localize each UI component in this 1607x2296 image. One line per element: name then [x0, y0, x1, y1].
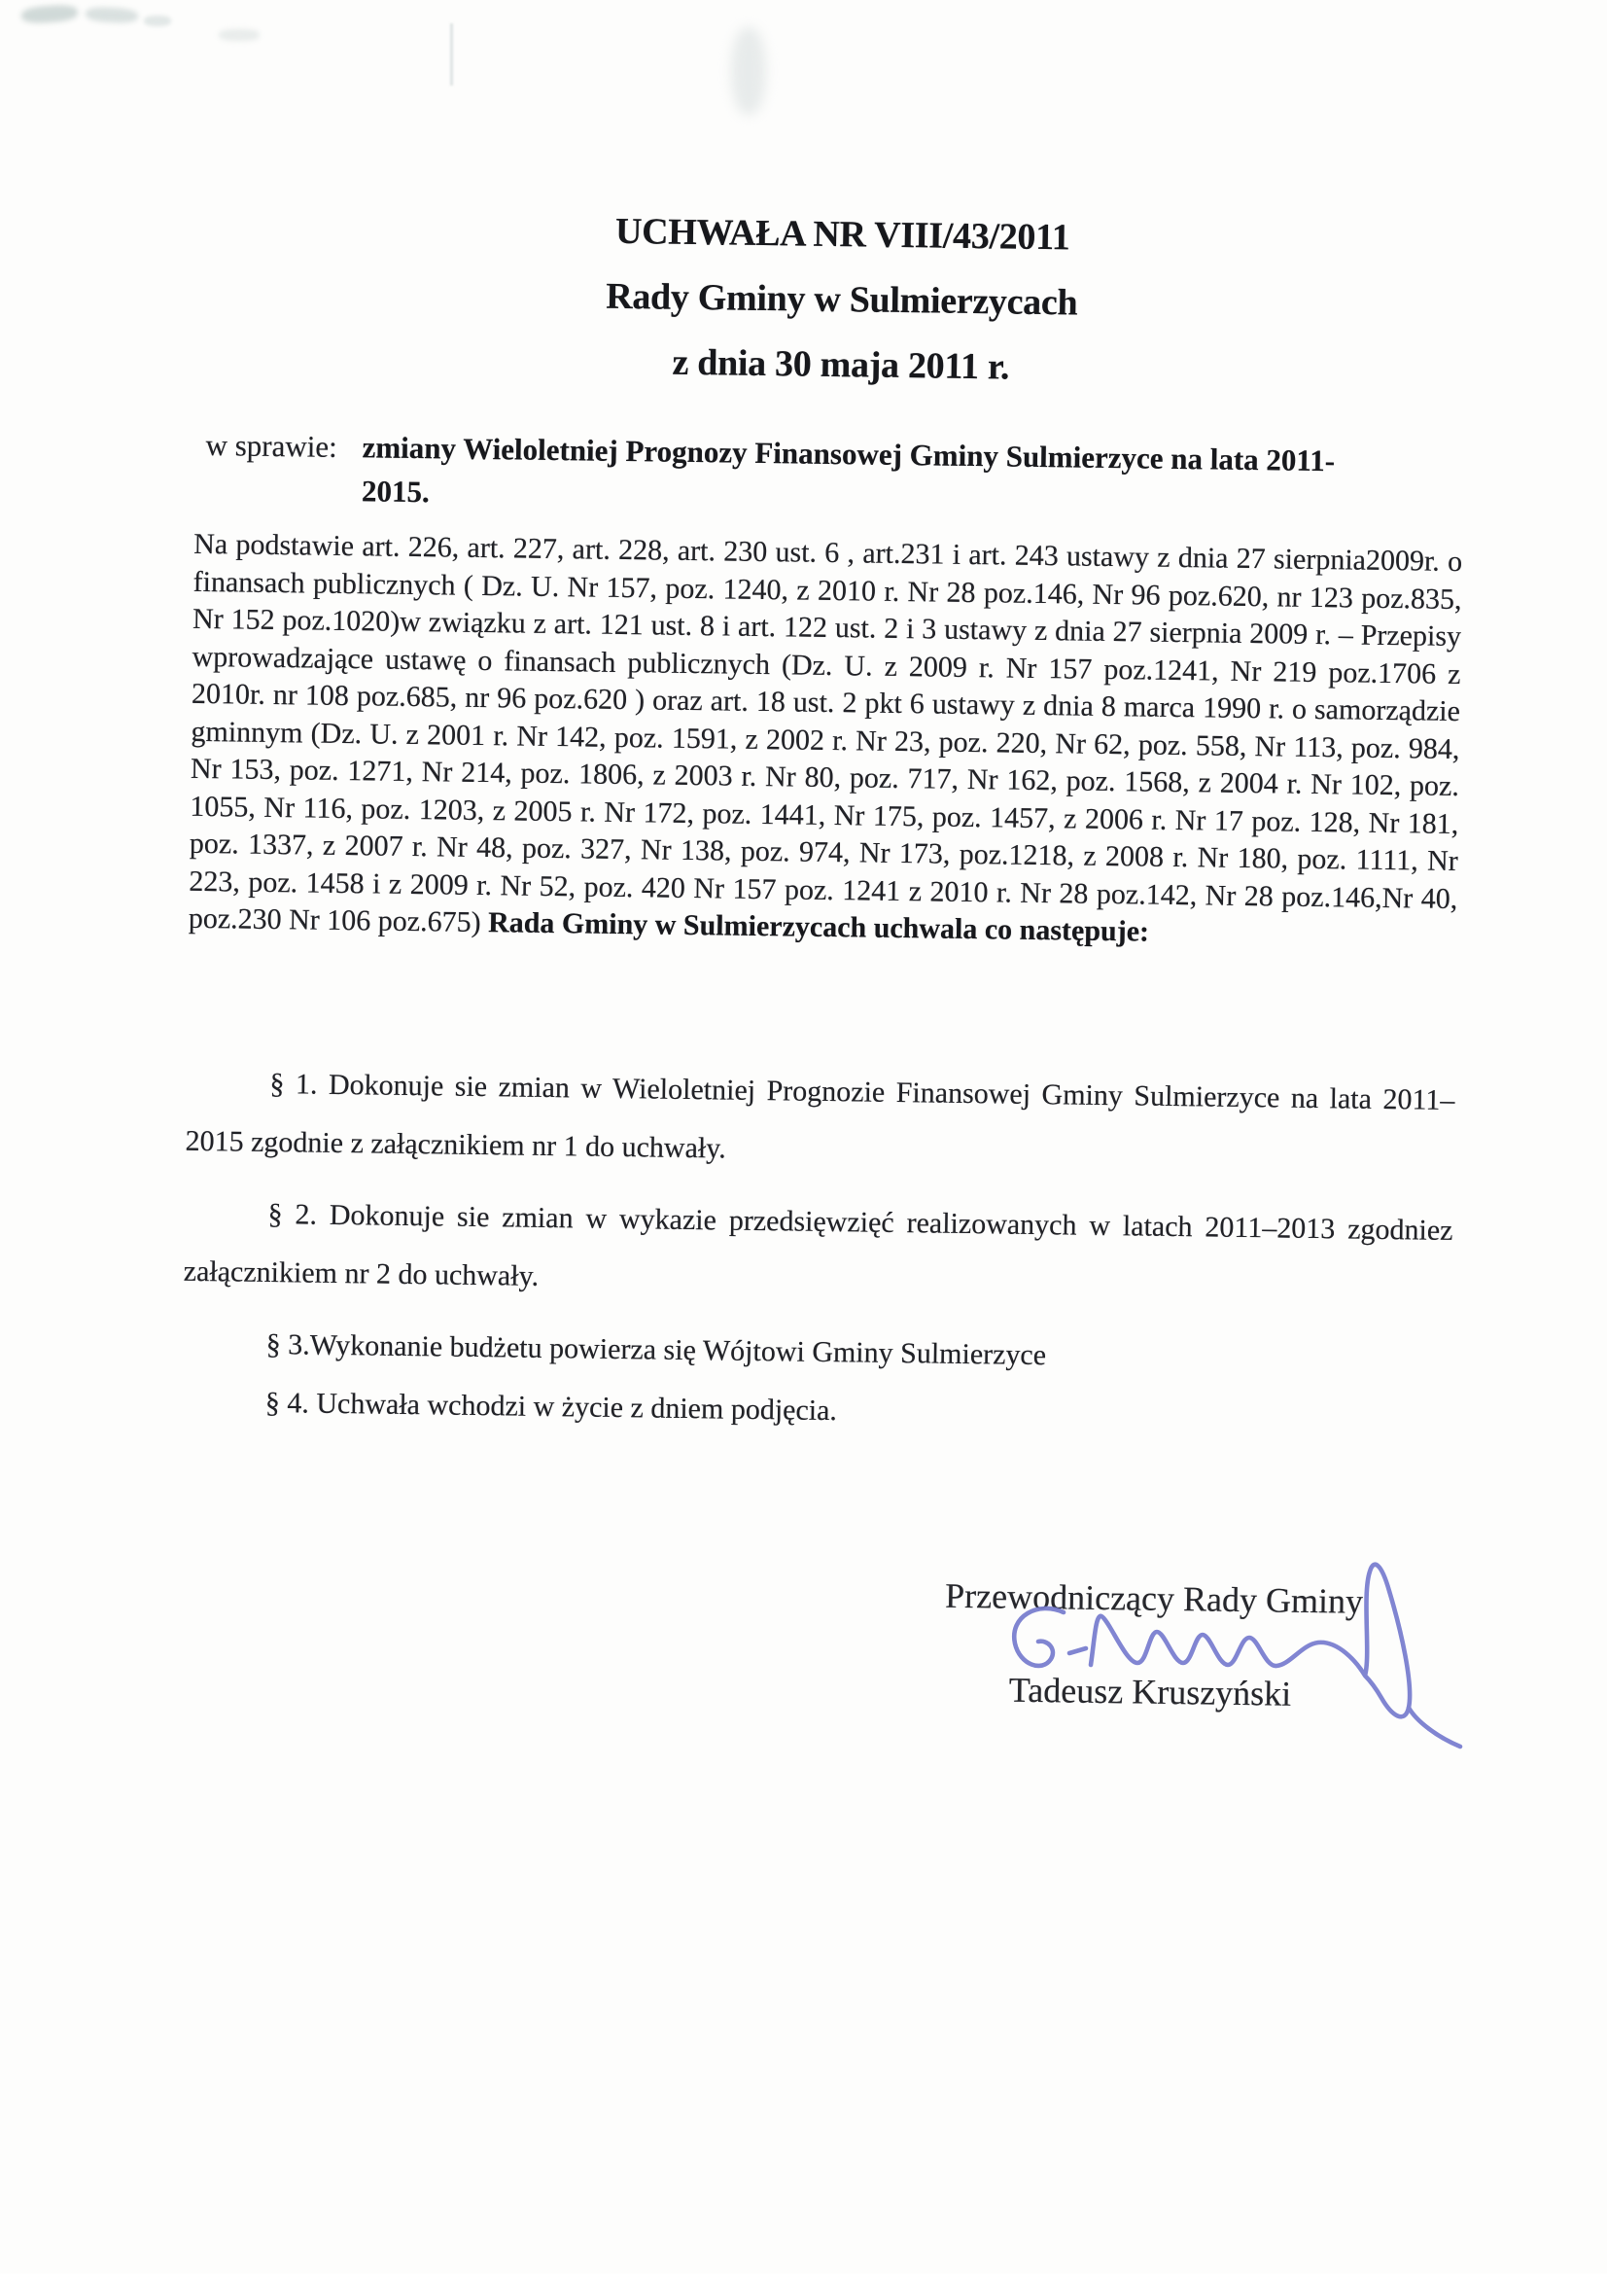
signature-role: Przewodniczący Rady Gminy [944, 1575, 1364, 1621]
document-title-authority: Rady Gminy w Sulmierzycach [605, 275, 1078, 324]
section-paragraph-1: § 1. Dokonuje sie zmian w Wieloletniej Prognozie Finansowej Gminy Sulmierzyce na lata 2011–2015 zgodnie z załącznikiem nr 1 do uchwały. [185, 1067, 1455, 1165]
section-paragraph-3: § 3.Wykonanie budżetu powierza się Wójtowi Gminy Sulmierzyce [265, 1327, 1047, 1372]
legal-basis-text: Na podstawie art. 226, art. 227, art. 228, art. 230 ust. 6 , art.231 i art. 243 ustawy z dnia 27 sierpnia2009r. o finansach publicznych ( Dz. U. Nr 157, poz. 1240, z 2010 r. Nr 28 poz.146, Nr 96 poz.620, nr 123 poz.835, Nr 152 poz.1020)w związku z art. 121 ust. 8 i art. 122 ust. 2 i 3 ustawy z dnia 27 sierpnia 2009 r. – Przepisy wprowadzające ustawę o finansach publicznych (Dz. U. z 2009 r. Nr 157 poz.1241, Nr 219 poz.1706 z 2010r. nr 108 poz.685, nr 96 poz.620 ) oraz art. 18 ust. 2 pkt 6 ustawy z dnia 8 marca 1990 r. o samorządzie gminnym (Dz. U. z 2001 r. Nr 142, poz. 1591, z 2002 r. Nr 23, poz. 220, Nr 62, poz. 558, Nr 113, poz. 984, Nr 153, poz. 1271, Nr 214, poz. 1806, z 2003 r. Nr 80, poz. 717, Nr 162, poz. 1568, z 2004 r. Nr 102, poz. 1055, Nr 116, poz. 1203, z 2005 r. Nr 172, poz. 1441, Nr 175, poz. 1457, z 2006 r. Nr 17 poz. 128, Nr 181, poz. 1337, z 2007 r. Nr 48, poz. 327, Nr 138, poz. 974, Nr 173, poz.1218, z 2008 r. Nr 180, poz. 1111, Nr 223, poz. 1458 i z 2009 r. Nr 52, poz. 420 Nr 157 poz. 1241 z 2010 r. Nr 28 poz.142, Nr 28 poz.146,Nr 40, poz.230 Nr 106 poz.675) [188, 527, 1463, 939]
section-paragraph-2: § 2. Dokonuje sie zmian w wykazie przedsięwzięć realizowanych w latach 2011–2013 zgodniez załącznikiem nr 2 do uchwały. [183, 1197, 1453, 1292]
resolution-sections [181, 1054, 1454, 1463]
document-title [198, 194, 1485, 406]
subject-label: w sprawie: [205, 428, 338, 464]
subject-text: zmiany Wieloletniej Prognozy Finansowej Gminy Sulmierzyce na lata 2011-2015. [361, 430, 1336, 510]
section-paragraph-4: § 4. Uchwała wchodzi w życie z dniem podjęcia. [264, 1386, 838, 1428]
legal-basis-paragraph [189, 526, 1463, 956]
subject-line [205, 423, 1353, 526]
document-title-date: z dnia 30 maja 2011 r. [672, 341, 1010, 388]
document-title-number: UCHWAŁA NR VIII/43/2011 [614, 210, 1070, 259]
legal-basis-resolution-clause: Rada Gminy w Sulmierzycach uchwala co następuje: [487, 906, 1150, 948]
handwritten-signature-scribble [992, 1552, 1478, 1770]
signatory-name: Tadeusz Kruszyński [1008, 1670, 1292, 1713]
